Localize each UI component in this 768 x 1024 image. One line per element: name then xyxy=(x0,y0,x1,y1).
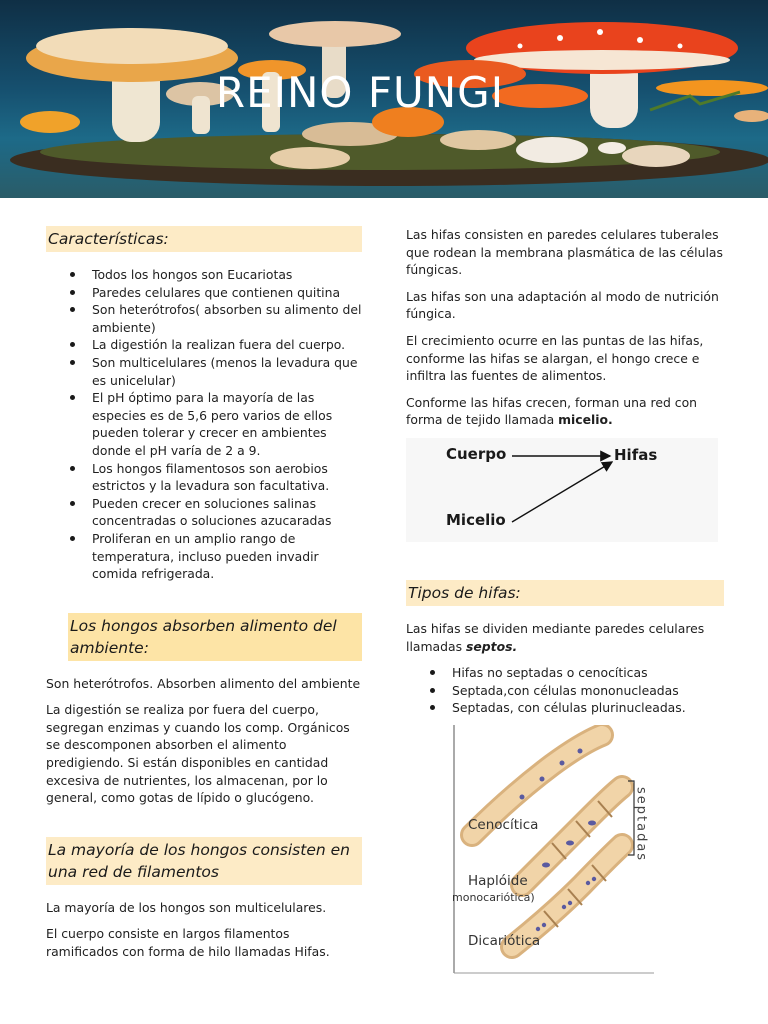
hifas-paragraph-4 xyxy=(406,394,724,429)
list-item: La digestión la realizan fuera del cuerpo. xyxy=(92,336,362,354)
septos-term: septos. xyxy=(466,638,518,654)
tipos-intro-text: Las hifas se dividen mediante paredes celulares llamadas xyxy=(406,620,705,654)
hifas-paragraph-2: Las hifas son una adaptación al modo de nutrición fúngica. xyxy=(406,288,719,322)
tipos-intro xyxy=(406,620,724,655)
cuerpo-hifas-diagram xyxy=(406,438,718,542)
diagram-label-micelio: Micelio xyxy=(446,510,506,529)
list-item: Son multicelulares (menos la levadura que es unicelular) xyxy=(92,354,362,389)
hifas-paragraph-4-text: Conforme las hifas crecen, forman una red con forma de tejido llamada xyxy=(406,394,698,428)
filamentos-paragraph-2: El cuerpo consiste en largos filamentos ramificados con forma de hilo llamadas Hifas. xyxy=(46,926,330,960)
list-item: Proliferan en un amplio rango de temperatura, incluso pueden invadir comida refrigerada. xyxy=(92,530,362,583)
label-haploide: Haplóide xyxy=(468,872,528,889)
label-cenocitica: Cenocítica xyxy=(468,816,539,833)
hyphae-types-figure xyxy=(452,725,662,975)
label-monocariotica: monocariótica) xyxy=(452,890,535,904)
right-column xyxy=(406,226,724,975)
absorben-paragraph-2: La digestión se realiza por fuera del cuerpo, segregan enzimas y cuando los comp. Orgánicos se descomponen absorben el alimento predigiendo. Si están disponibles en cantidad excesiva de nutrientes, los almacenan, por lo general, como gotas de lípido o glucógeno. xyxy=(46,702,350,806)
micelio-term: micelio. xyxy=(558,412,613,428)
diagram-label-hifas: Hifas xyxy=(614,445,658,464)
hifas-paragraph-3: El crecimiento ocurre en las puntas de las hifas, conforme las hifas se alargan, el hongo crece e infiltra las fuentes de alimentos. xyxy=(406,332,704,384)
list-item: Los hongos filamentosos son aerobios estrictos y la levadura son facultativa. xyxy=(92,460,362,495)
filamentos-paragraph-1: La mayoría de los hongos son multicelulares. xyxy=(46,899,327,915)
diagram-arrows xyxy=(406,438,718,542)
caracteristicas-list xyxy=(46,266,362,583)
hifas-paragraph-1: Las hifas consisten en paredes celulares tuberales que rodean la membrana plasmática de las células fúngicas. xyxy=(406,227,723,278)
label-dicariotica: Dicariótica xyxy=(468,932,541,949)
header-banner xyxy=(0,0,768,198)
list-item: Hifas no septadas o cenocíticas xyxy=(452,664,724,682)
list-item: Pueden crecer en soluciones salinas concentradas o soluciones azucaradas xyxy=(92,495,362,530)
heading-caracteristicas: Características: xyxy=(46,226,362,252)
left-column xyxy=(46,226,362,970)
tipos-list xyxy=(406,664,724,717)
list-item: El pH óptimo para la mayoría de las especies es de 5,6 pero varios de ellos pueden tolerar y crecer en ambientes donde el pH varía de 2 a 9. xyxy=(92,389,362,459)
heading-tipos: Tipos de hifas: xyxy=(406,580,724,606)
list-item: Septadas, con células plurinucleadas. xyxy=(452,699,724,717)
label-septadas: septadas xyxy=(633,786,649,862)
list-item: Paredes celulares que contienen quitina xyxy=(92,284,362,302)
list-item: Todos los hongos son Eucariotas xyxy=(92,266,362,284)
list-item: Son heterótrofos( absorben su alimento del ambiente) xyxy=(92,302,362,335)
absorben-paragraph-1: Son heterótrofos. Absorben alimento del ambiente xyxy=(46,675,361,691)
list-item: Septada,con células mononucleadas xyxy=(452,682,724,700)
heading-absorben: Los hongos absorben alimento del ambiente: xyxy=(68,613,362,661)
heading-filamentos: La mayoría de los hongos consisten en una red de filamentos xyxy=(46,837,362,885)
diagram-label-cuerpo: Cuerpo xyxy=(446,444,507,463)
page-title: REINO FUNGI xyxy=(215,68,505,117)
